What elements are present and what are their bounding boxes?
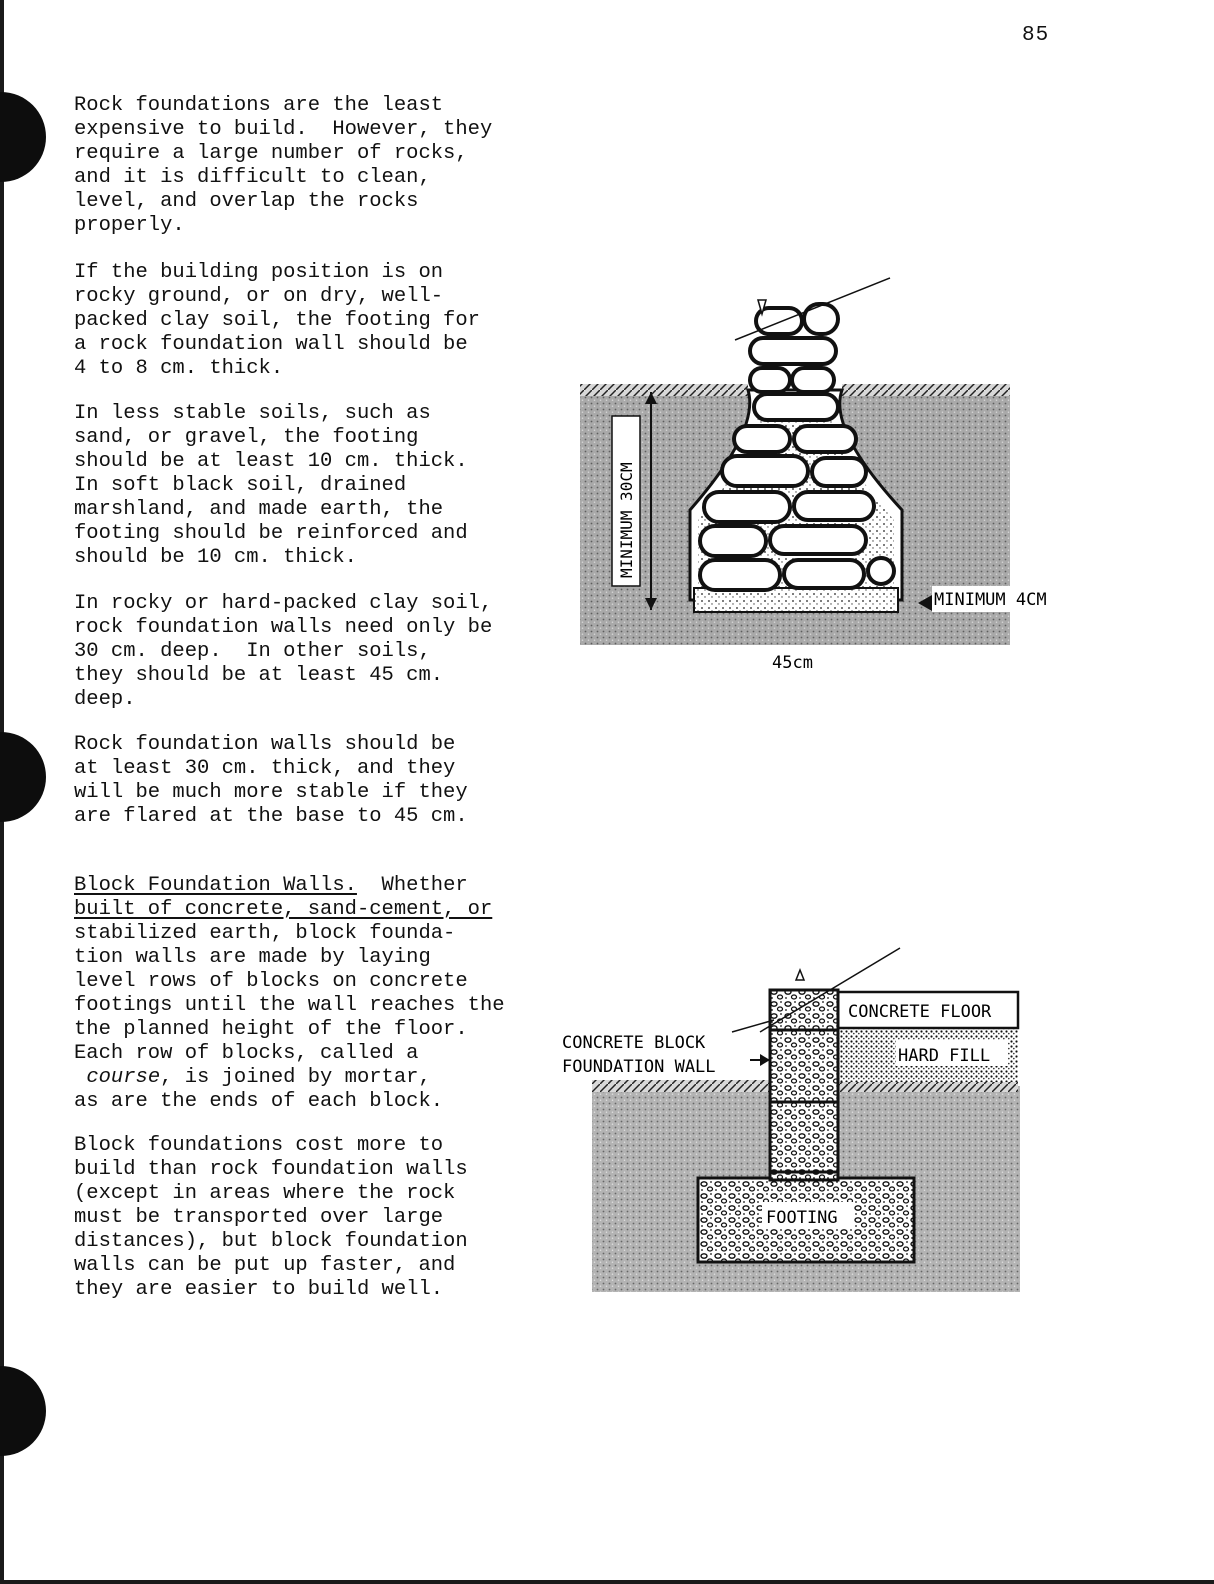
block-foundation-diagram — [560, 940, 1040, 1300]
text-line: they are easier to build well. — [74, 1278, 444, 1301]
page-bottom-edge — [0, 1580, 1214, 1584]
text-line: expensive to build. However, they — [74, 118, 493, 141]
text-line: the planned height of the floor. — [74, 1018, 468, 1041]
depth-label: MINIMUM 30CM — [617, 462, 636, 578]
text-line: 30 cm. deep. In other soils, — [74, 640, 431, 663]
grass-strip-left — [580, 384, 748, 396]
text-line: will be much more stable if they — [74, 781, 468, 804]
text-line: Rock foundation walls should be — [74, 733, 456, 756]
text-line: built of concrete, sand-cement, or — [74, 898, 493, 921]
text-line: walls can be put up faster, and — [74, 1254, 456, 1277]
text-line: rocky ground, or on dry, well- — [74, 285, 444, 308]
text-line: should be 10 cm. thick. — [74, 546, 357, 569]
grass-strip-right — [842, 384, 1010, 396]
concrete-floor-label: CONCRETE FLOOR — [848, 1002, 992, 1022]
binder-hole-bottom — [0, 1366, 46, 1456]
paragraph-wall-thickness — [74, 733, 468, 829]
text-line: properly. — [74, 214, 185, 237]
text-line — [74, 874, 505, 898]
paragraph-block-foundation-walls — [74, 874, 505, 1114]
text-line: packed clay soil, the footing for — [74, 309, 480, 332]
width-label: 45cm — [772, 653, 813, 673]
paragraph-wall-depth — [74, 592, 492, 712]
text-line: they should be at least 45 cm. — [74, 664, 444, 687]
paragraph-rocky-ground — [74, 261, 480, 381]
text-line: build than rock foundation walls — [74, 1158, 468, 1181]
text-line: (except in areas where the rock — [74, 1182, 456, 1205]
grass-strip — [592, 1080, 772, 1092]
text-line: 4 to 8 cm. thick. — [74, 357, 284, 380]
text-line: a rock foundation wall should be — [74, 333, 468, 356]
paragraph-rock-cost — [74, 94, 492, 238]
footing-label: MINIMUM 4CM — [934, 590, 1047, 610]
text-line: level rows of blocks on concrete — [74, 970, 468, 993]
text-line: In soft black soil, drained — [74, 474, 407, 497]
text-line: deep. — [74, 688, 136, 711]
text-line: stabilized earth, block founda- — [74, 922, 456, 945]
text-line: require a large number of rocks, — [74, 142, 468, 165]
text-line: In rocky or hard-packed clay soil, — [74, 592, 493, 615]
text-line: level, and overlap the rocks — [74, 190, 419, 213]
text-line: are flared at the base to 45 cm. — [74, 805, 468, 828]
text-line: should be at least 10 cm. thick. — [74, 450, 468, 473]
text-line: must be transported over large — [74, 1206, 444, 1229]
text-line: In less stable soils, such as — [74, 402, 431, 425]
text-line: marshland, and made earth, the — [74, 498, 444, 521]
text-line: Block foundations cost more to — [74, 1134, 444, 1157]
text-line: Rock foundations are the least — [74, 94, 444, 117]
heading-continuation: Whether — [356, 874, 468, 897]
text-line — [74, 1066, 505, 1090]
term-continuation: , is joined by mortar, — [160, 1066, 431, 1089]
wall-label-line-1: CONCRETE BLOCK — [562, 1033, 706, 1053]
text-line: as are the ends of each block. — [74, 1090, 444, 1113]
text-line: distances), but block foundation — [74, 1230, 468, 1253]
footing-label: FOOTING — [766, 1208, 838, 1228]
text-line: footings until the wall reaches the — [74, 994, 505, 1017]
wall-label-line-2: FOUNDATION WALL — [562, 1057, 716, 1077]
binder-hole-middle — [0, 732, 46, 822]
text-line: sand, or gravel, the footing — [74, 426, 419, 449]
text-line: Each row of blocks, called a — [74, 1042, 419, 1065]
text-line: rock foundation walls need only be — [74, 616, 493, 639]
wall-label-leader — [732, 1020, 774, 1032]
text-line: footing should be reinforced and — [74, 522, 468, 545]
stake — [796, 970, 804, 980]
text-line: and it is difficult to clean, — [74, 166, 431, 189]
binder-hole-top — [0, 92, 46, 182]
page-number: 85 — [1022, 24, 1050, 47]
defined-term: course — [86, 1066, 161, 1089]
rock-foundation-diagram — [560, 270, 1080, 680]
section-heading: Block Foundation Walls. — [74, 874, 357, 897]
text-line: at least 30 cm. thick, and they — [74, 757, 456, 780]
paragraph-block-cost — [74, 1134, 468, 1302]
hard-fill-label: HARD FILL — [898, 1046, 991, 1066]
text-line: tion walls are made by laying — [74, 946, 431, 969]
block-wall — [770, 990, 838, 1180]
paragraph-less-stable-soils — [74, 402, 468, 570]
text-line: If the building position is on — [74, 261, 444, 284]
